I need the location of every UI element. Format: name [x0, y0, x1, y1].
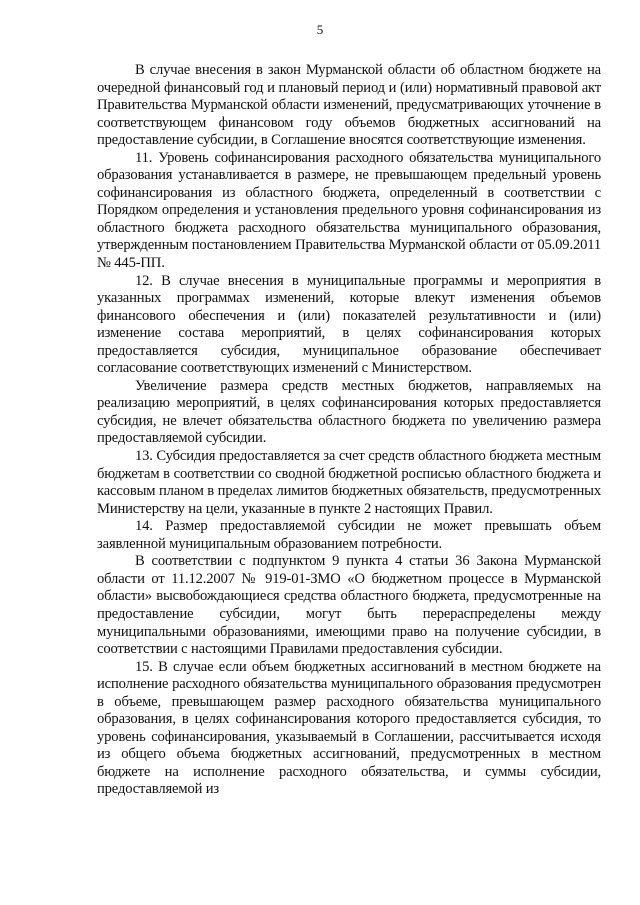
paragraph-15-excess-allocation: 15. В случае если объем бюджетных ассигнований в местном бюджете на исполнение расходного обязательства муниципального образования предусмотрен в объеме, превышающем размер расходного обязательства муниципального образования, в целях софинансирования которого предоставляется субсидия, то уровень софинансирования, указываемый в Соглашении, рассчитывается исходя из общего объема бюджетных ассигнований, предусмотренных в местном бюджете на исполнение расходного обязательства, и суммы субсидии, предоставляемой из [97, 658, 601, 798]
paragraph-redistribution: В соответствии с подпунктом 9 пункта 4 статьи 36 Закона Мурманской области от 11.12.2007 № 919-01-ЗМО «О бюджетном процессе в Мурманской области» высвобождающиеся средства областного бюджета, предусмотренные на предоставление субсидии, могут быть перераспределены между муниципальными образованиями, имеющими право на получение субсидии, в соответствии с настоящими Правилами предоставления субсидии. [97, 553, 601, 658]
paragraph-12-program-changes: 12. В случае внесения в муниципальные программы и мероприятия в указанных программах изменений, которые влекут изменения объемов финансового обеспечения и (или) показателей результативности и (или) изменение состава мероприятий, в целях софинансирования которых предоставляется субсидия, муниципальное образование обеспечивает согласование соответствующих изменений с Министерством. [97, 272, 601, 377]
page-number: 5 [316, 22, 324, 37]
paragraph-11-cofinancing-level: 11. Уровень софинансирования расходного обязательства муниципального образования устанавливается в размере, не превышающем предельный уровень софинансирования из областного бюджета, определенный в соответствии с Порядком определения и установления предельного уровня софинансирования из областного бюджета расходного обязательства муниципального образования, утвержденным постановлением Правительства Мурманской области от 05.09.2011 № 445-ПП. [97, 149, 601, 272]
paragraph-14-subsidy-limit: 14. Размер предоставляемой субсидии не может превышать объем заявленной муниципальным образованием потребности. [97, 518, 601, 552]
paragraph-budget-law-changes: В случае внесения в закон Мурманской области об областном бюджете на очередной финансовый год и плановый период и (или) нормативный правовой акт Правительства Мурманской области изменений, предусматривающих уточнение в соответствующем финансовом году объемов бюджетных ассигнований на предоставление субсидии, в Соглашение вносятся соответствующие изменения. [97, 62, 601, 149]
paragraph-13-subsidy-source: 13. Субсидия предоставляется за счет средств областного бюджета местным бюджетам в соответствии со сводной бюджетной росписью областного бюджета и кассовым планом в пределах лимитов бюджетных обязательств, предусмотренных Министерству на цели, указанные в пункте 2 настоящих Правил. [97, 448, 601, 517]
paragraph-local-budget-increase: Увеличение размера средств местных бюджетов, направляемых на реализацию мероприятий, в целях софинансирования которых предоставляется субсидия, не влечет обязательства областного бюджета по увеличению размера предоставляемой субсидии. [97, 377, 601, 447]
document-body [97, 62, 601, 799]
